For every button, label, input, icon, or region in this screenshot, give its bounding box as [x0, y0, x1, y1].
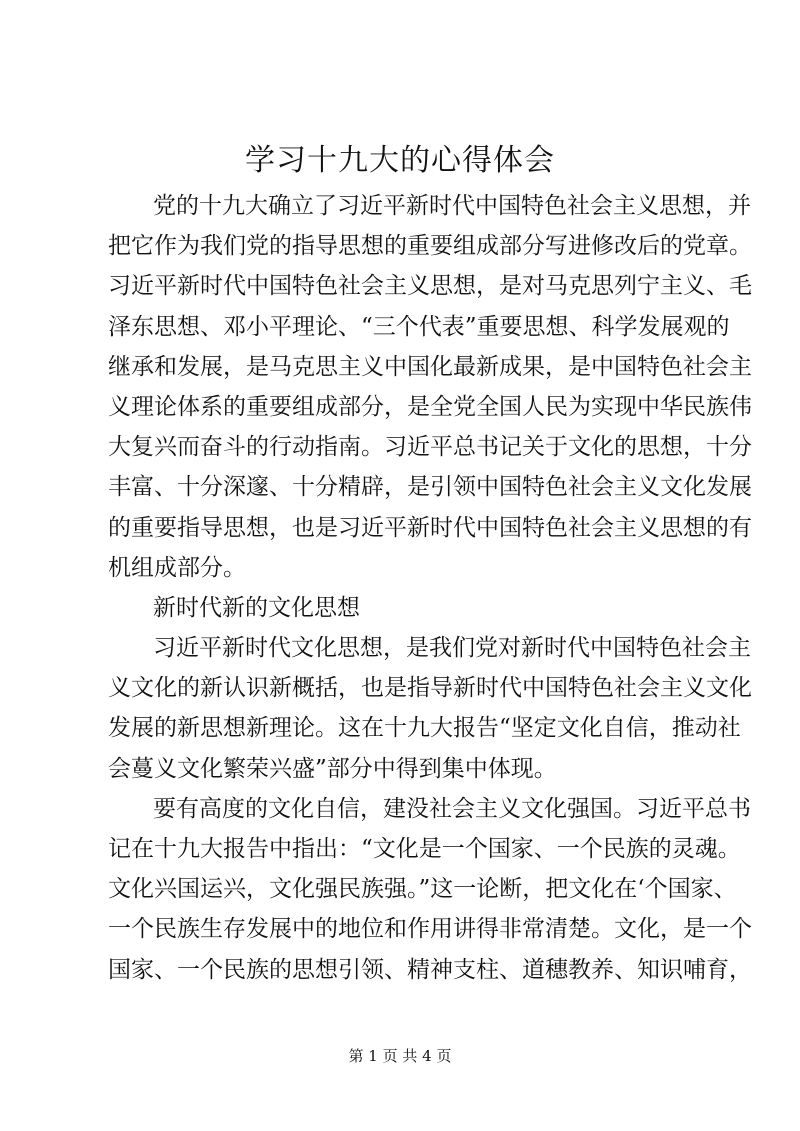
- body-line-17: 记在十九大报告中指出：“文化是一个国家、一个民族的灵魂。: [108, 836, 741, 862]
- body-line-14: 发展的新思想新理论。这在十九大报告“坚定文化自信，推动社: [108, 715, 741, 742]
- body-line-4: 泽东思想、邓小平理论、“三个代表”重要思想、科学发展观的: [108, 313, 730, 340]
- body-line-3: 习近平新时代中国特色社会主义思想，是对马克思列宁主义、毛: [108, 273, 752, 300]
- body-line-10: 机组成部分。: [108, 554, 246, 581]
- body-line-12: 习近平新时代文化思想，是我们党对新时代中国特色社会主: [153, 635, 751, 662]
- body-line-20: 国家、一个民族的思想引领、精神支柱、道穗教养、知识哺育，: [108, 956, 752, 983]
- body-line-5: 继承和发展，是马克思主义中国化最新成果，是中国特色社会主: [108, 353, 752, 380]
- body-line-7: 大复兴而奋斗的行动指南。习近平总书记关于文化的思想，十分: [108, 434, 752, 461]
- body-line-19: 一个民族生存发展中的地位和作用讲得非常清楚。文化，是一个: [108, 916, 752, 943]
- body-line-15: 会蔓义文化繁荣兴盛”部分中得到集中体现。: [108, 755, 557, 782]
- body-line-8: 丰富、十分深邃、十分精辟，是引领中国特色社会主义文化发展: [108, 474, 752, 501]
- document-title: 学习十九大的心得体会: [245, 143, 555, 178]
- body-line-13: 义文化的新认识新概括，也是指导新时代中国特色社会主义文化: [108, 675, 752, 702]
- body-line-9: 的重要指导思想，也是习近平新时代中国特色社会主义思想的有: [108, 514, 752, 541]
- page-footer: 第 1 页 共 4 页: [348, 1047, 452, 1065]
- body-line-6: 义理论体系的重要组成部分，是全党全国人民为实现中华民族伟: [108, 393, 752, 420]
- body-line-2: 把它作为我们党的指导思想的重要组成部分写进修改后的党章。: [108, 233, 752, 260]
- document-body: [108, 186, 752, 990]
- section-heading: 新时代新的文化思想: [153, 594, 360, 621]
- body-line-1: 党的十九大确立了习近平新时代中国特色社会主义思想，并: [153, 193, 751, 219]
- body-line-18: 文化兴国运兴，文化强民族强。”这一论断，把文化在‘个国家、: [108, 876, 737, 903]
- body-line-16: 要有高度的文化自信，建没社会主义文化强国。习近平总书: [153, 795, 751, 822]
